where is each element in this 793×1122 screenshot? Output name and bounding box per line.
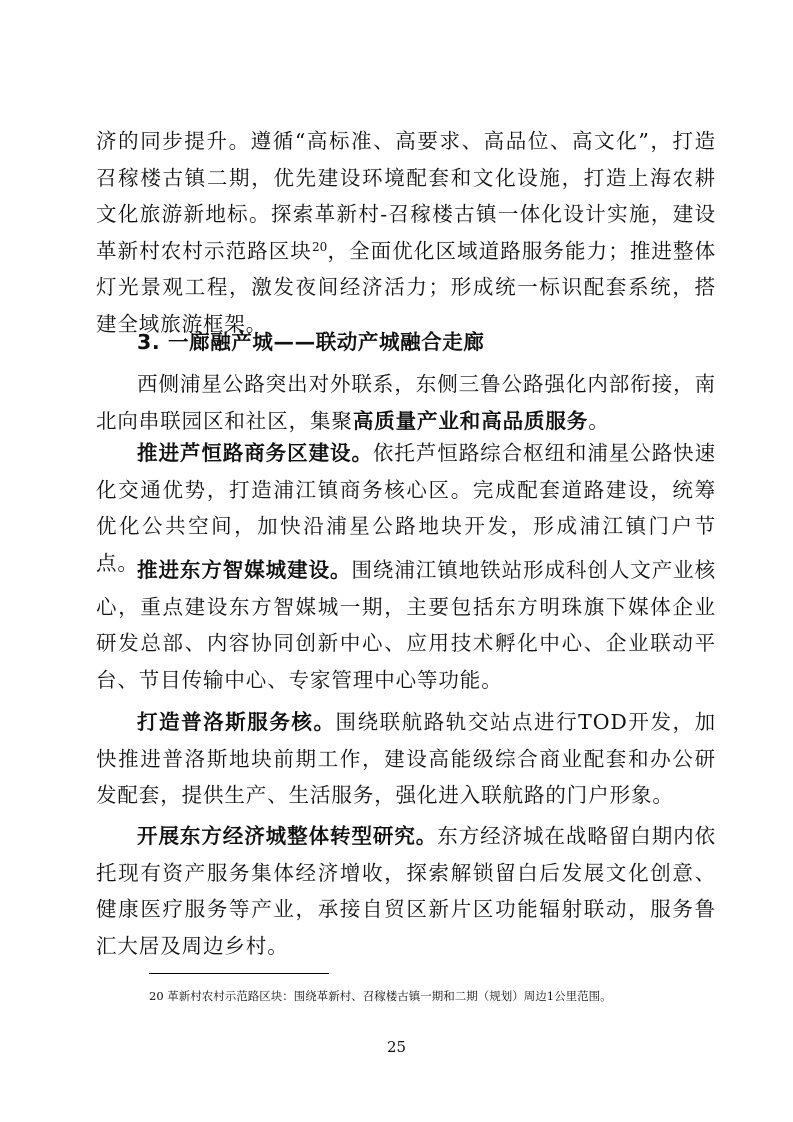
paragraph-lead: 推进芦恒路商务区建设。 — [137, 441, 373, 465]
paragraph-glp-service — [96, 704, 716, 814]
page-number: 25 — [386, 1038, 407, 1056]
paragraph-text: ，全面优化区域道路服务能力；推进整体灯光景观工程，激发夜间经济活力；形成统一标识配套系统，搭建全域旅游框架。 — [96, 238, 717, 336]
footnote-reference[interactable]: 20 — [311, 239, 328, 254]
paragraph-lead: 开展东方经济城整体转型研究。 — [137, 824, 438, 848]
paragraph-lead: 打造普洛斯服务核。 — [137, 710, 336, 734]
paragraph-lead: 推进东方智媒城建设。 — [137, 558, 352, 582]
paragraph-text: 围绕联航路轨交站点进行TOD开发，加快推进普洛斯地块前期工作，建设高能级综合商业配套和办公研发配套，提供生产、生活服务，强化进入联航路的门户形象。 — [96, 710, 716, 808]
section-heading: 3. 一廊融产城——联动产城融合走廊 — [137, 330, 485, 354]
footnote-divider — [149, 973, 329, 974]
paragraph-text: 依托芦恒路综合枢纽和浦星公路快速化交通优势，打造浦江镇商务核心区。完成配套道路建设，统筹优化公共空间，加快沿浦星公路地块开发，形成浦江镇门户节点。 — [96, 441, 716, 575]
paragraph-tourism — [96, 123, 716, 343]
footnote-number: 20 — [149, 989, 164, 1003]
paragraph-text: 。 — [588, 408, 610, 433]
footnote — [149, 988, 729, 1004]
paragraph-text: 东方经济城在战略留白期内依托现有资产服务集体经济增收，探索解锁留白后发展文化创意、健康医疗服务等产业，承接自贸区新片区功能辐射联动，服务鲁汇大居及周边乡村。 — [96, 824, 716, 958]
paragraph-text: 西侧浦星公路突出对外联系，东侧三鲁公路强化内部衔接，南北向串联园区和社区，集聚 — [96, 372, 716, 433]
paragraph-smart-media-city — [96, 552, 716, 698]
paragraph-text: 围绕浦江镇地铁站形成科创人文产业核心，重点建设东方智媒城一期，主要包括东方明珠旗下媒体企业研发总部、内容协同创新中心、应用技术孵化中心、企业联动平台、节目传输中心、专家管理中心等功能。 — [96, 558, 716, 692]
paragraph-corridor-intro — [96, 366, 716, 439]
footnote-text: 革新村农村示范路区块：围绕革新村、召稼楼古镇一期和二期（规划）周边1公里范围。 — [167, 989, 612, 1003]
paragraph-economic-city — [96, 818, 716, 964]
paragraph-text: 济的同步提升。遵循“高标准、高要求、高品位、高文化”，打造召稼楼古镇二期，优先建设环境配套和文化设施，打造上海农耕文化旅游新地标。探索革新村-召稼楼古镇一体化设计实施，建设革新村农村示范路区块 — [96, 129, 716, 263]
emphasis-text: 高质量产业和高品质服务 — [352, 408, 589, 433]
